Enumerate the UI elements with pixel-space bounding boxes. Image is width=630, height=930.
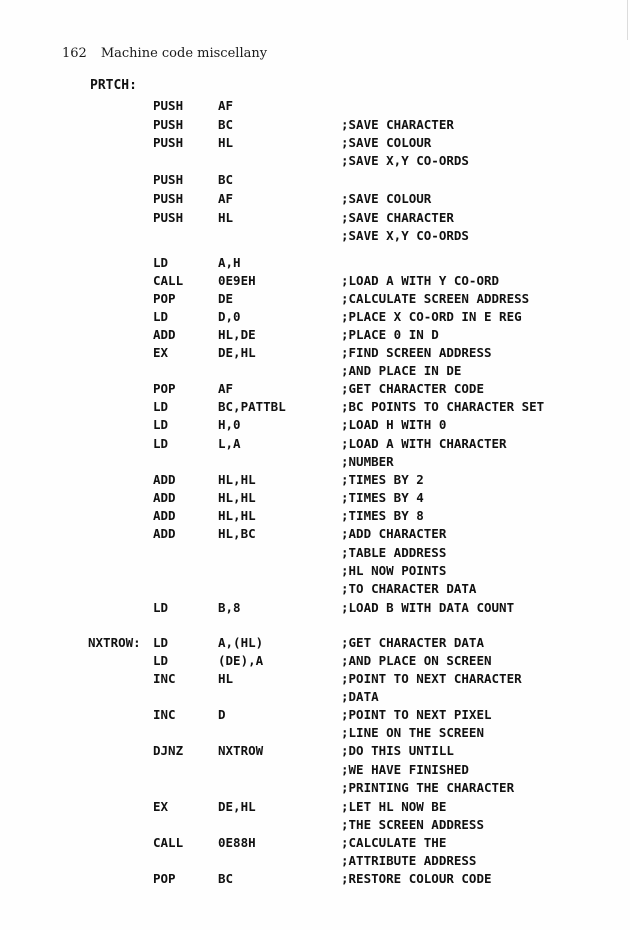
comment: ;PLACE X CO-ORD IN E REG xyxy=(341,309,522,324)
operand: AF xyxy=(218,191,234,206)
operand: BC,PATTBL xyxy=(218,399,286,414)
comment: ;LET HL NOW BE xyxy=(341,799,447,814)
code-line xyxy=(0,799,630,817)
comment: ;ADD CHARACTER xyxy=(341,526,447,541)
comment: ;GET CHARACTER DATA xyxy=(341,635,484,650)
opcode: PUSH xyxy=(153,135,184,150)
comment: ;DO THIS UNTILL xyxy=(341,743,454,758)
operand: HL xyxy=(218,210,234,225)
code-line xyxy=(0,780,630,798)
opcode: LD xyxy=(153,600,169,615)
opcode: LD xyxy=(153,399,169,414)
code-line xyxy=(0,363,630,381)
code-line xyxy=(0,191,630,209)
page-number: 162 xyxy=(62,46,87,61)
operand: B,8 xyxy=(218,600,241,615)
code-line xyxy=(0,117,630,135)
comment: ;CALCULATE THE xyxy=(341,835,447,850)
code-line xyxy=(0,472,630,490)
opcode: LD xyxy=(153,309,169,324)
opcode: CALL xyxy=(153,273,184,288)
code-line xyxy=(0,871,630,889)
opcode: LD xyxy=(153,436,169,451)
operand: HL,BC xyxy=(218,526,256,541)
comment: ;TABLE ADDRESS xyxy=(341,545,447,560)
operand: D xyxy=(218,707,226,722)
operand: A,H xyxy=(218,255,241,270)
code-line xyxy=(0,689,630,707)
code-line xyxy=(0,291,630,309)
opcode: INC xyxy=(153,707,176,722)
running-title: Machine code miscellany xyxy=(100,46,268,61)
operand: (DE),A xyxy=(218,653,264,668)
comment: ;AND PLACE IN DE xyxy=(341,363,462,378)
operand: HL,DE xyxy=(218,327,256,342)
opcode: LD xyxy=(153,255,169,270)
opcode: PUSH xyxy=(153,191,184,206)
code-line xyxy=(0,273,630,291)
code-line xyxy=(0,399,630,417)
code-line xyxy=(0,255,630,273)
opcode: ADD xyxy=(153,327,176,342)
code-line xyxy=(0,853,630,871)
operand: 0E88H xyxy=(218,835,256,850)
operand: BC xyxy=(218,871,234,886)
opcode: PUSH xyxy=(153,210,184,225)
operand: AF xyxy=(218,381,234,396)
code-line xyxy=(0,381,630,399)
comment: ;TIMES BY 8 xyxy=(341,508,424,523)
code-line xyxy=(0,210,630,228)
opcode: LD xyxy=(153,635,169,650)
comment: ;LOAD A WITH CHARACTER xyxy=(341,436,507,451)
opcode: ADD xyxy=(153,472,176,487)
code-line xyxy=(0,135,630,153)
comment: ;SAVE COLOUR xyxy=(341,135,432,150)
code-line xyxy=(0,671,630,689)
operand: HL xyxy=(218,671,234,686)
opcode: CALL xyxy=(153,835,184,850)
operand: A,(HL) xyxy=(218,635,264,650)
operand: DE xyxy=(218,291,234,306)
opcode: PUSH xyxy=(153,117,184,132)
operand: AF xyxy=(218,98,234,113)
comment: ;SAVE CHARACTER xyxy=(341,210,454,225)
comment: ;DATA xyxy=(341,689,379,704)
comment: ;FIND SCREEN ADDRESS xyxy=(341,345,492,360)
comment: ;LOAD H WITH 0 xyxy=(341,417,447,432)
operand: HL,HL xyxy=(218,508,256,523)
opcode: DJNZ xyxy=(153,743,184,758)
comment: ;THE SCREEN ADDRESS xyxy=(341,817,484,832)
code-line xyxy=(0,345,630,363)
opcode: PUSH xyxy=(153,172,184,187)
code-line xyxy=(0,436,630,454)
operand: HL,HL xyxy=(218,472,256,487)
operand: HL,HL xyxy=(218,490,256,505)
code-line xyxy=(0,454,630,472)
opcode: ADD xyxy=(153,490,176,505)
code-line xyxy=(0,172,630,190)
code-line xyxy=(0,817,630,835)
code-line xyxy=(0,508,630,526)
comment: ;BC POINTS TO CHARACTER SET xyxy=(341,399,545,414)
comment: ;ATTRIBUTE ADDRESS xyxy=(341,853,477,868)
operand: D,0 xyxy=(218,309,241,324)
comment: ;TO CHARACTER DATA xyxy=(341,581,477,596)
comment: ;POINT TO NEXT PIXEL xyxy=(341,707,492,722)
comment: ;POINT TO NEXT CHARACTER xyxy=(341,671,522,686)
code-line xyxy=(0,653,630,671)
code-line xyxy=(0,490,630,508)
operand: BC xyxy=(218,117,234,132)
opcode: PUSH xyxy=(153,98,184,113)
comment: ;SAVE COLOUR xyxy=(341,191,432,206)
comment: ;LOAD A WITH Y CO-ORD xyxy=(341,273,500,288)
operand: DE,HL xyxy=(218,345,256,360)
opcode: LD xyxy=(153,653,169,668)
comment: ;SAVE X,Y CO-ORDS xyxy=(341,228,469,243)
code-line xyxy=(0,600,630,618)
code-line xyxy=(0,417,630,435)
comment: ;TIMES BY 4 xyxy=(341,490,424,505)
code-line xyxy=(0,725,630,743)
opcode: POP xyxy=(153,381,176,396)
code-line xyxy=(0,835,630,853)
code-line xyxy=(0,526,630,544)
code-line xyxy=(0,635,630,653)
comment: ;PRINTING THE CHARACTER xyxy=(341,780,515,795)
code-line xyxy=(0,309,630,327)
code-line xyxy=(0,545,630,563)
opcode: POP xyxy=(153,871,176,886)
code-line xyxy=(0,762,630,780)
running-header xyxy=(62,46,267,61)
code-line xyxy=(0,228,630,246)
comment: ;AND PLACE ON SCREEN xyxy=(341,653,492,668)
opcode: EX xyxy=(153,345,169,360)
comment: ;TIMES BY 2 xyxy=(341,472,424,487)
comment: ;SAVE CHARACTER xyxy=(341,117,454,132)
operand: 0E9EH xyxy=(218,273,256,288)
opcode: ADD xyxy=(153,508,176,523)
code-line xyxy=(0,153,630,171)
comment: ;CALCULATE SCREEN ADDRESS xyxy=(341,291,530,306)
comment: ;WE HAVE FINISHED xyxy=(341,762,469,777)
operand: H,0 xyxy=(218,417,241,432)
opcode: INC xyxy=(153,671,176,686)
line-label: NXTROW: xyxy=(88,635,141,650)
comment: ;LOAD B WITH DATA COUNT xyxy=(341,600,515,615)
code-line xyxy=(0,707,630,725)
opcode: LD xyxy=(153,417,169,432)
code-line xyxy=(0,98,630,116)
code-line xyxy=(0,743,630,761)
comment: ;RESTORE COLOUR CODE xyxy=(341,871,492,886)
opcode: EX xyxy=(153,799,169,814)
operand: HL xyxy=(218,135,234,150)
routine-label: PRTCH: xyxy=(90,78,137,93)
page-edge-line xyxy=(627,0,628,40)
operand: BC xyxy=(218,172,234,187)
code-line xyxy=(0,327,630,345)
comment: ;GET CHARACTER CODE xyxy=(341,381,484,396)
comment: ;SAVE X,Y CO-ORDS xyxy=(341,153,469,168)
operand: NXTROW xyxy=(218,743,264,758)
operand: DE,HL xyxy=(218,799,256,814)
code-line xyxy=(0,581,630,599)
comment: ;NUMBER xyxy=(341,454,394,469)
code-line xyxy=(0,563,630,581)
operand: L,A xyxy=(218,436,241,451)
comment: ;LINE ON THE SCREEN xyxy=(341,725,484,740)
comment: ;PLACE 0 IN D xyxy=(341,327,439,342)
opcode: ADD xyxy=(153,526,176,541)
opcode: POP xyxy=(153,291,176,306)
comment: ;HL NOW POINTS xyxy=(341,563,447,578)
